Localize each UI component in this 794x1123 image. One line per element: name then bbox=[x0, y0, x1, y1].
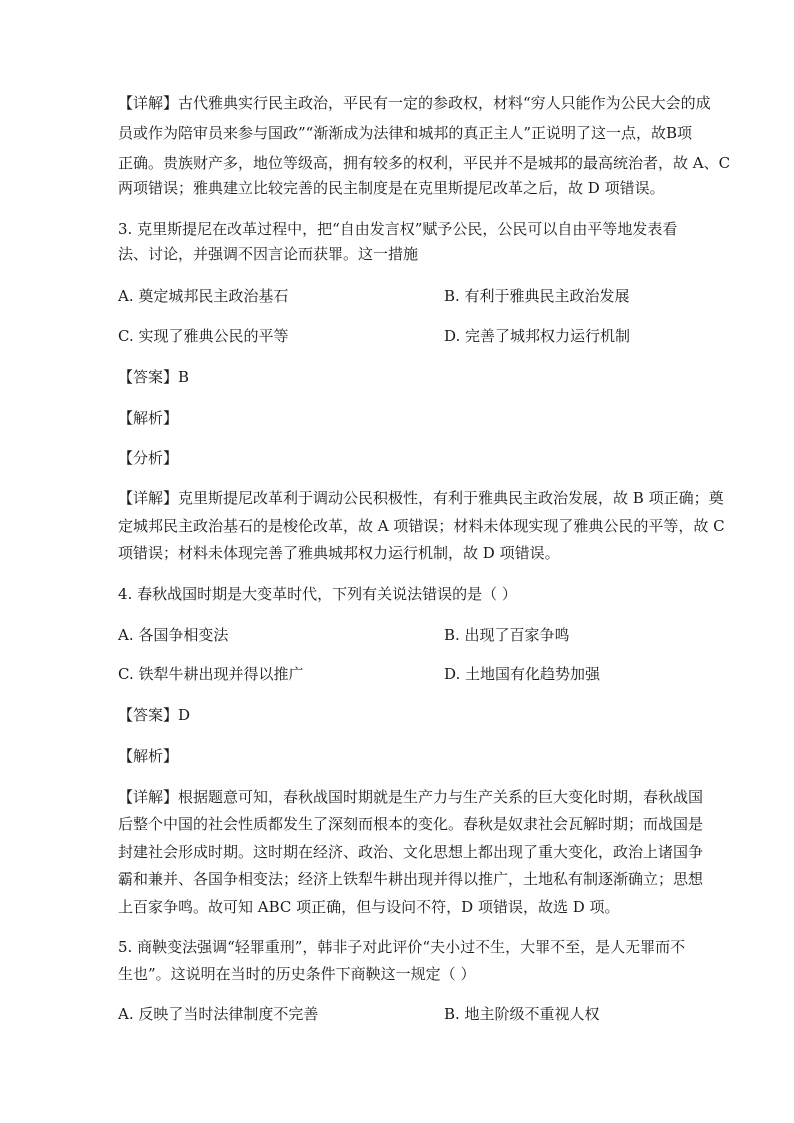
q3-answer: 【答案】B bbox=[118, 368, 190, 386]
q4-option-c: C. 铁犁牛耕出现并得以推广 bbox=[118, 665, 304, 683]
q4-stem-line: 4. 春秋战国时期是大变革时代，下列有关说法错误的是（ ） bbox=[118, 585, 517, 603]
q3-option-d: D. 完善了城邦权力运行机制 bbox=[444, 327, 631, 345]
q5-stem-line: 5. 商鞅变法强调“轻罪重刑”，韩非子对此评价“夫小过不生，大罪不至，是人无罪而不 bbox=[118, 938, 686, 956]
q4-answer: 【答案】D bbox=[118, 706, 191, 724]
q5-option-b: B. 地主阶级不重视人权 bbox=[444, 1005, 600, 1023]
q3-option-c: C. 实现了雅典公民的平等 bbox=[118, 327, 289, 345]
q4-detail-line: 上百家争鸣。故可知 ABC 项正确，但与设问不符，D 项错误，故选 D 项。 bbox=[118, 898, 620, 916]
detail-text-line: 员或作为陪审员来参与国政”“渐渐成为法律和城邦的真正主人”正说明了这一点，故B项 bbox=[118, 124, 693, 142]
q3-detail-line: 项错误；材料未体现完善了雅典城邦权力运行机制，故 D 项错误。 bbox=[118, 544, 560, 562]
detail-text-line: 正确。贵族财产多，地位等级高，拥有较多的权利，平民并不是城邦的最高统治者，故 A、C bbox=[118, 154, 731, 172]
q3-stem-line: 3. 克里斯提尼在改革过程中，把“自由发言权”赋予公民，公民可以自由平等地发表看 bbox=[118, 220, 678, 238]
detail-text-line: 两项错误；雅典建立比较完善的民主制度是在克里斯提尼改革之后，故 D 项错误。 bbox=[118, 179, 665, 197]
q3-option-b: B. 有利于雅典民主政治发展 bbox=[444, 287, 630, 305]
q4-detail-line: 霸和兼并、各国争相变法；经济上铁犁牛耕出现并得以推广，土地私有制逐渐确立；思想 bbox=[118, 870, 704, 888]
q3-option-a: A. 奠定城邦民主政治基石 bbox=[118, 287, 289, 305]
q4-detail-line: 【详解】根据题意可知，春秋战国时期就是生产力与生产关系的巨大变化时期，春秋战国 bbox=[118, 788, 704, 806]
q3-detail-line: 【详解】克里斯提尼改革利于调动公民积极性，有利于雅典民主政治发展，故 B 项正确；奠 bbox=[118, 489, 724, 507]
q4-option-b: B. 出现了百家争鸣 bbox=[444, 626, 570, 644]
q5-option-a: A. 反映了当时法律制度不完善 bbox=[118, 1005, 319, 1023]
q3-jiexi-heading: 【解析】 bbox=[118, 409, 179, 427]
q3-fenxi-heading: 【分析】 bbox=[118, 449, 179, 467]
detail-text-line: 【详解】古代雅典实行民主政治，平民有一定的参政权，材料“穷人只能作为公民大会的成 bbox=[118, 94, 711, 112]
q5-stem-line: 生也”。这说明在当时的历史条件下商鞅这一规定（ ） bbox=[118, 965, 476, 983]
q4-option-a: A. 各国争相变法 bbox=[118, 626, 229, 644]
q4-option-d: D. 土地国有化趋势加强 bbox=[444, 665, 601, 683]
q4-detail-line: 封建社会形成时期。这时期在经济、政治、文化思想上都出现了重大变化，政治上诸国争 bbox=[118, 843, 704, 861]
q3-stem-line: 法、讨论，并强调不因言论而获罪。这一措施 bbox=[118, 245, 419, 263]
q4-jiexi-heading: 【解析】 bbox=[118, 747, 179, 765]
q4-detail-line: 后整个中国的社会性质都发生了深刻而根本的变化。春秋是奴隶社会瓦解时期；而战国是 bbox=[118, 815, 704, 833]
q3-detail-line: 定城邦民主政治基石的是梭伦改革，故 A 项错误；材料未体现实现了雅典公民的平等，故 C bbox=[118, 517, 725, 535]
